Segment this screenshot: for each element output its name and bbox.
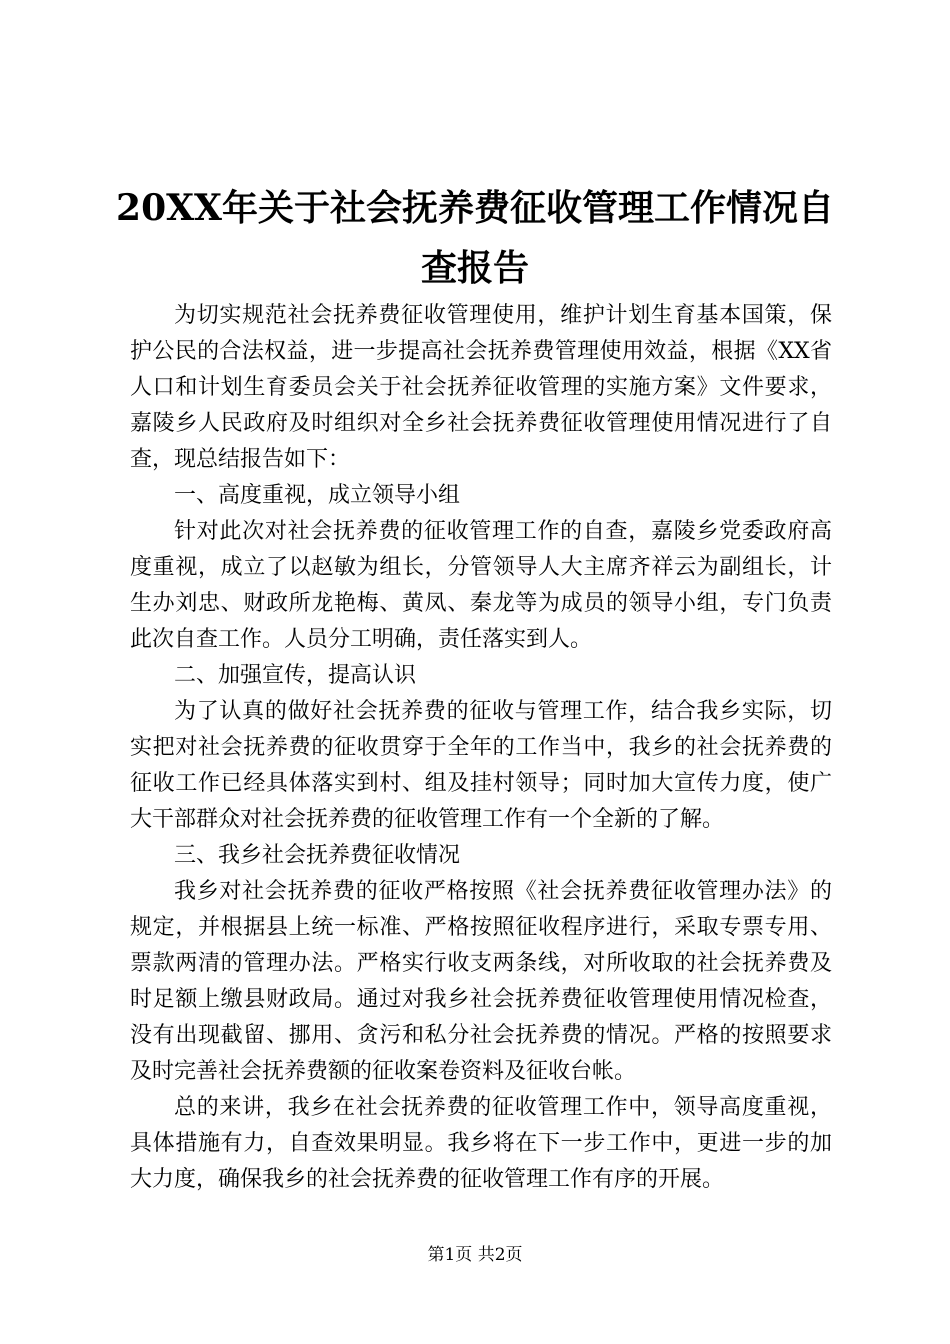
section-heading-1: 一、高度重视，成立领导小组 [174,483,461,508]
paragraph-conclusion: 总的来讲，我乡在社会抚养费的征收管理工作中，领导高度重视，具体措施有力，自查效果明显。我乡将在下一步工作中，更进一步的加大力度，确保我乡的社会抚养费的征收管理工作有序的开展。 [130,1095,832,1192]
section-heading-3: 三、我乡社会抚养费征收情况 [174,843,461,868]
paragraph-intro: 为切实规范社会抚养费征收管理使用，维护计划生育基本国策，保护公民的合法权益，进一步提高社会抚养费管理使用效益，根据《XX省人口和计划生育委员会关于社会抚养征收管理的实施方案》文件要求，嘉陵乡人民政府及时组织对全乡社会抚养费征收管理使用情况进行了自查，现总结报告如下： [130,303,832,472]
document-title: 20XX年关于社会抚养费征收管理工作情况自查报告 [116,187,834,289]
paragraph-section-1: 针对此次对社会抚养费的征收管理工作的自查，嘉陵乡党委政府高度重视，成立了以赵敏为组长，分管领导人大主席齐祥云为副组长，计生办刘忠、财政所龙艳梅、黄凤、秦龙等为成员的领导小组，专门负责此次自查工作。人员分工明确，责任落实到人。 [130,519,832,652]
paragraph-section-3: 我乡对社会抚养费的征收严格按照《社会抚养费征收管理办法》的规定，并根据县上统一标准、严格按照征收程序进行，采取专票专用、票款两清的管理办法。严格实行收支两条线，对所收取的社会抚养费及时足额上缴县财政局。通过对我乡社会抚养费征收管理使用情况检查，没有出现截留、挪用、贪污和私分社会抚养费的情况。严格的按照要求及时完善社会抚养费额的征收案卷资料及征收台帐。 [130,879,832,1084]
section-heading-2: 二、加强宣传，提高认识 [174,663,417,688]
paragraph-section-2: 为了认真的做好社会抚养费的征收与管理工作，结合我乡实际，切实把对社会抚养费的征收贯穿于全年的工作当中，我乡的社会抚养费的征收工作已经具体落实到村、组及挂村领导；同时加大宣传力度，使广大干部群众对社会抚养费的征收管理工作有一个全新的了解。 [130,699,832,832]
page-footer: 第1页 共2页 [427,1245,523,1265]
document-body [130,298,832,1198]
